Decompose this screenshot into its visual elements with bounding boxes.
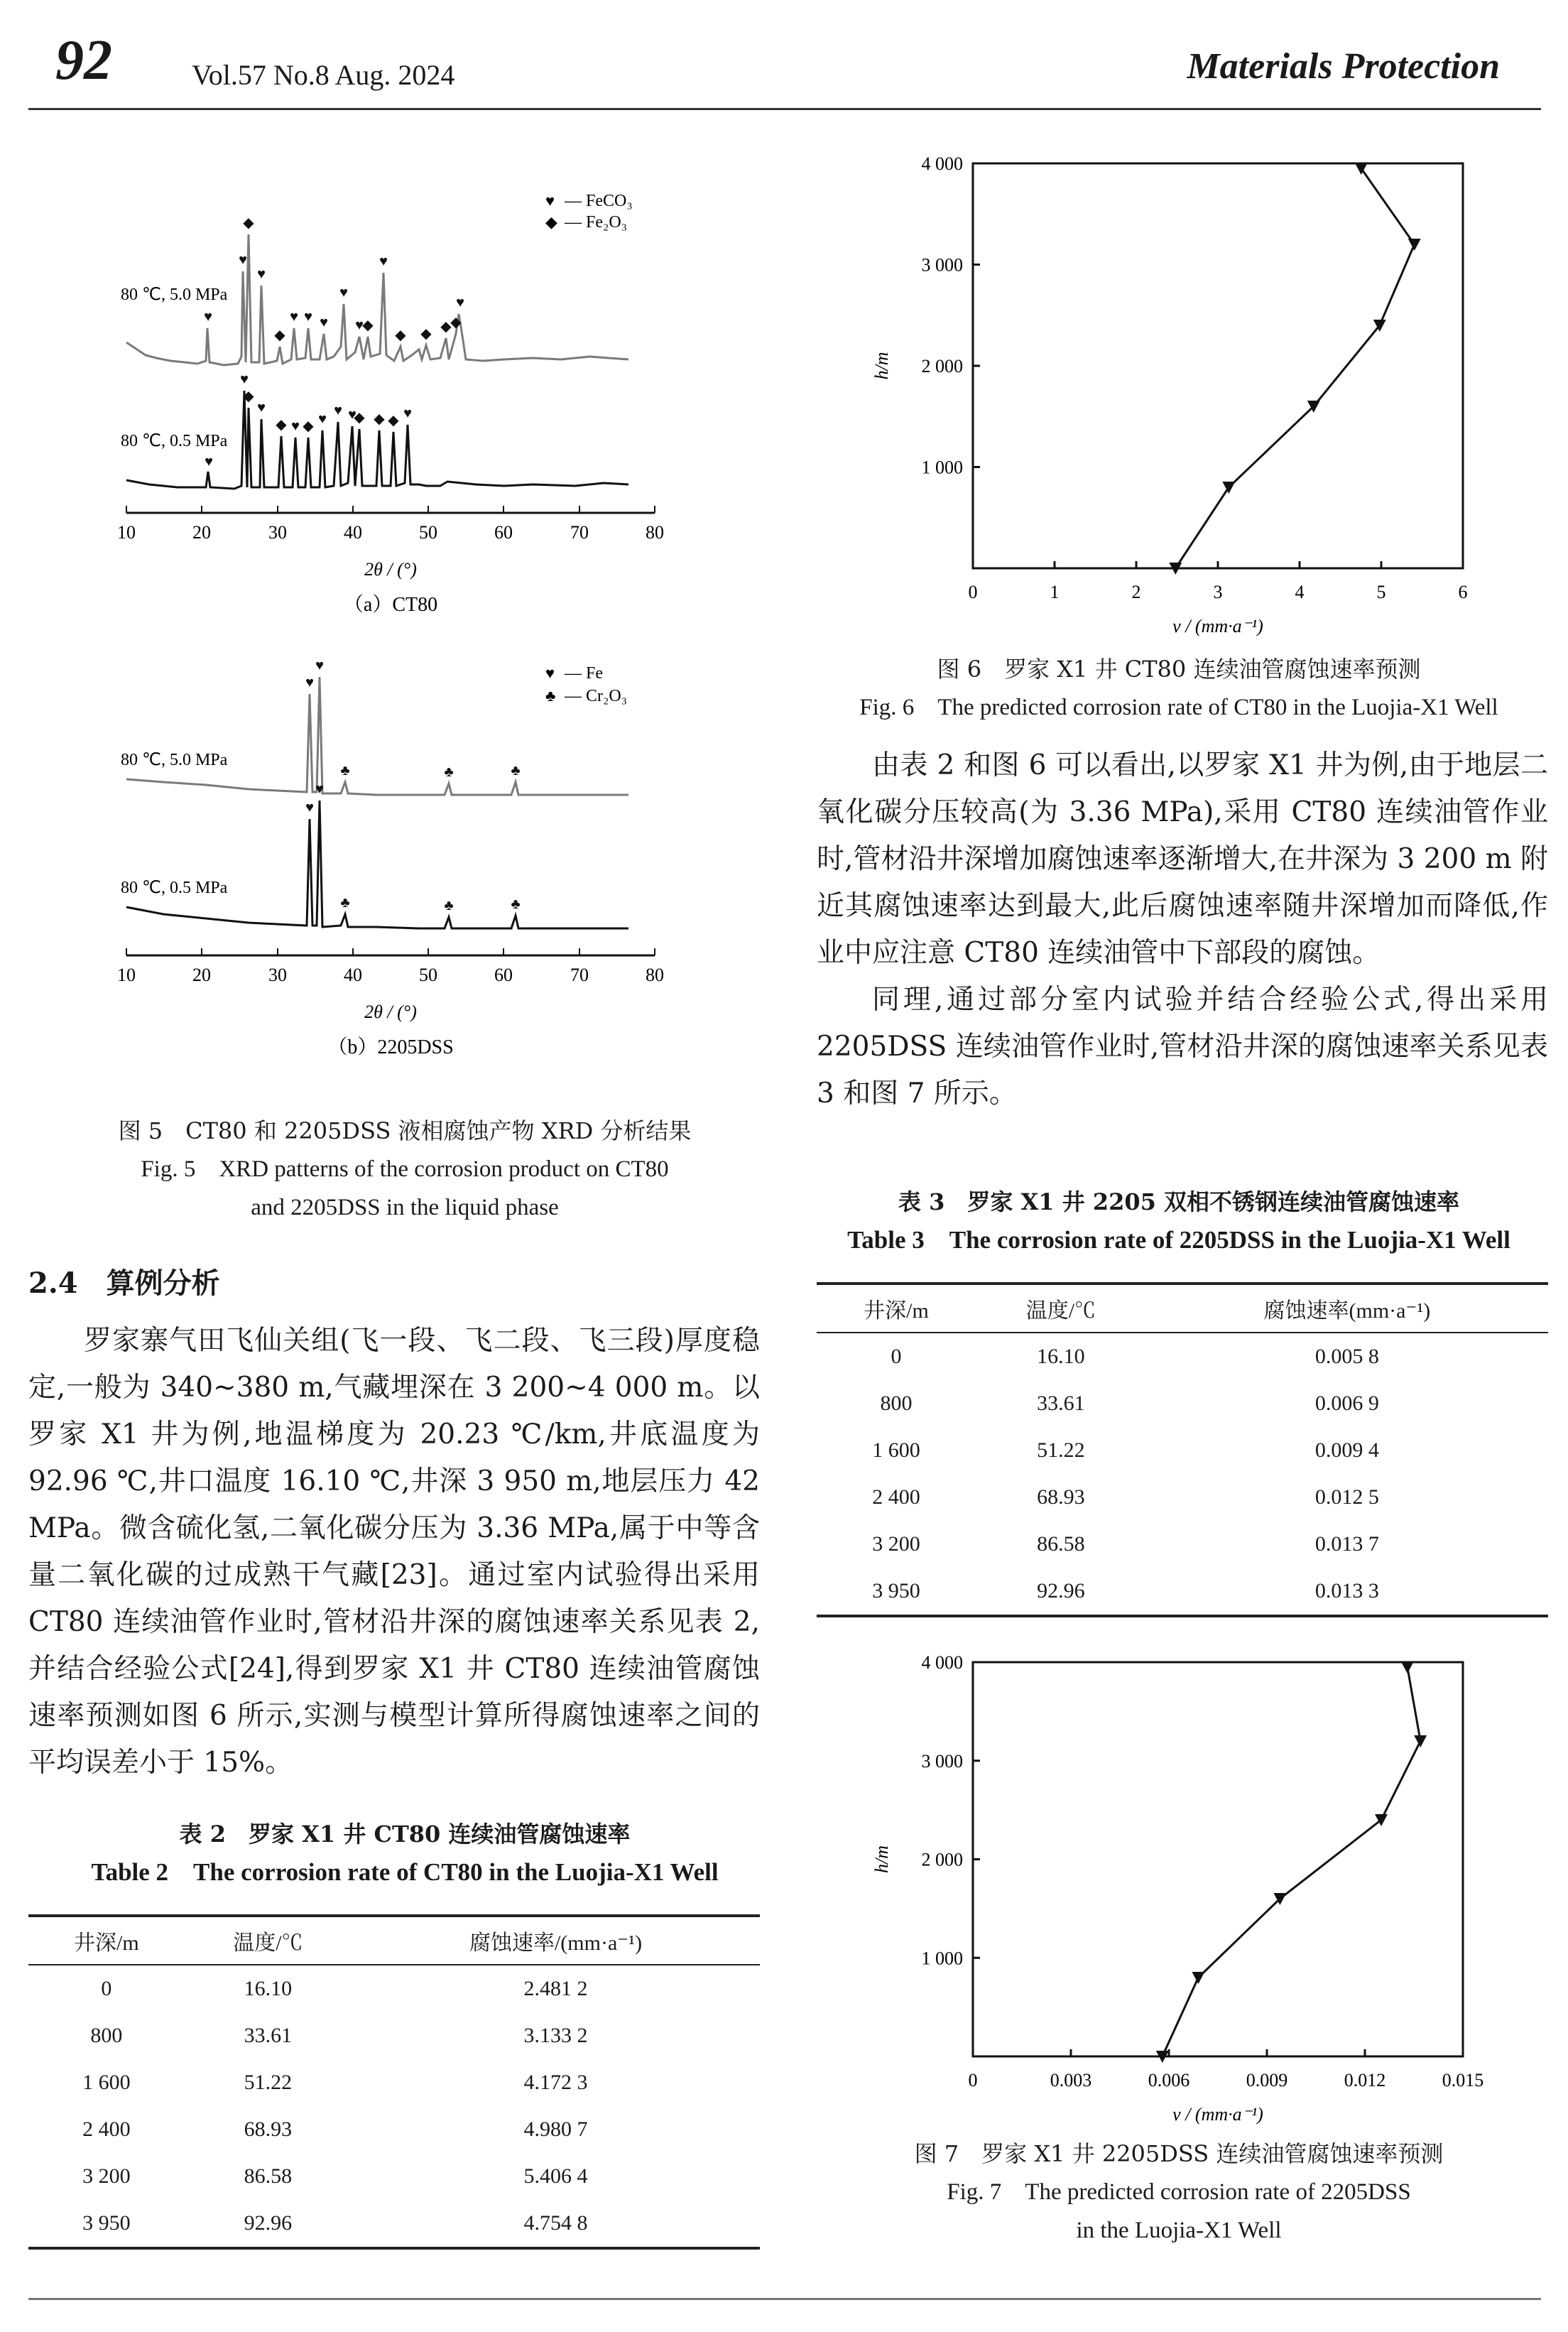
fig6-x-tick-label: 0	[968, 582, 978, 602]
svg-text:60: 60	[494, 965, 513, 985]
svg-text:◆: ◆	[374, 411, 385, 427]
figure7-markers	[1156, 1661, 1427, 2063]
xrd-2205-x-tick-labels	[117, 965, 664, 985]
trace-label-b-5mpa: 80 ℃, 5.0 MPa	[121, 751, 228, 769]
table2	[28, 1914, 760, 2250]
xrd-ct80-legend	[545, 192, 633, 232]
right-body	[817, 742, 1548, 1117]
svg-text:♥: ♥	[304, 309, 312, 325]
table-row: 800 33.61 3.133 2	[90, 2024, 588, 2047]
right-paragraph-1: 由表 2 和图 6 可以看出,以罗家 X1 井为例,由于地层二氧化碳分压较高(为 3.36 MPa),采用 CT80 连续油管作业时,管材沿井深增加腐蚀速率逐渐增大,在井深为 3 200 m 附近其腐蚀速率达到最大,此后腐蚀速率随井深增加而降低,作业中应注意 CT80 连续油管中下部段的腐蚀。	[817, 749, 1548, 969]
svg-text:♣: ♣	[444, 764, 454, 780]
fig7-y-tick-label: 3 000	[921, 1750, 963, 1772]
fig6-data-point	[1408, 239, 1421, 251]
fig6-x-tick-label: 1	[1050, 582, 1060, 602]
table-row: 2 400 68.93 4.980 7	[82, 2117, 588, 2141]
svg-text:♣: ♣	[511, 763, 521, 779]
fig7-x-tick-label: 0.006	[1148, 2070, 1190, 2090]
fig6-plot-frame	[973, 163, 1463, 568]
fig6-x-tick-label: 2	[1131, 582, 1141, 602]
fig7-x-tick-label: 0.003	[1050, 2070, 1092, 2090]
table3-header-row	[817, 1284, 1548, 1333]
svg-text:♥: ♥	[320, 315, 328, 330]
table-row: 3 950 92.96 0.013 3	[817, 1568, 1548, 1616]
figure7-chart	[817, 1634, 1527, 2131]
svg-text:10: 10	[117, 965, 136, 985]
figure5-caption	[28, 1112, 781, 1227]
table-row: 0 16.10 0.005 8	[891, 1345, 1379, 1368]
figure6-tick-labels	[922, 153, 1468, 602]
fig6-x-tick-label: 5	[1376, 582, 1386, 602]
table-row: 1 600 51.22 4.172 3	[82, 2071, 588, 2094]
xrd-2205-peak-markers	[305, 658, 521, 913]
trace-label-b-05mpa: 80 ℃, 0.5 MPa	[121, 879, 228, 897]
table-row: 3 200 86.58 0.013 7	[872, 1532, 1379, 1556]
svg-text:♣: ♣	[340, 895, 350, 911]
svg-text:♥: ♥	[318, 411, 327, 427]
svg-text:♥: ♥	[291, 418, 300, 434]
fig7-x-tick-label: 0.012	[1344, 2070, 1386, 2090]
svg-text:◆: ◆	[450, 315, 462, 330]
svg-text:70: 70	[570, 522, 589, 543]
svg-text:40: 40	[344, 522, 362, 543]
fig6-y-tick-label: 3 000	[921, 254, 963, 276]
table-row: 3 200 86.58 5.406 4	[82, 2164, 588, 2188]
journal-title: Materials Protection	[1187, 46, 1500, 87]
figure7-caption-en-2: in the Luojia-X1 Well	[1076, 2218, 1282, 2243]
trace-label-5mpa: 80 ℃, 5.0 MPa	[121, 286, 228, 304]
svg-text:♥: ♥	[257, 400, 266, 416]
svg-text:◆: ◆	[243, 389, 254, 404]
svg-text:♥: ♥	[315, 658, 324, 673]
fig7-data-point	[1192, 1972, 1204, 1984]
fig6-x-tick-label: 6	[1458, 582, 1468, 602]
figure6-chart	[817, 142, 1527, 653]
xrd-2205-legend	[545, 664, 627, 705]
xrd-ct80-xlabel: 2θ / (°)	[364, 559, 417, 580]
section-paragraph: 罗家寨气田飞仙关组(飞一段、飞二段、飞三段)厚度稳定,一般为 340~380 m,气藏埋深在 3 200~4 000 m。以罗家 X1 井为例,地温梯度为 20.23 ℃/km,井底温度为 92.96 ℃,井口温度 16.10 ℃,井深 3 950 m,地层压力 42 MPa。微含硫化氢,二氧化碳分压为 3.36 MPa,属于中等含量二氧化碳的过成熟干气藏[23]。通过室内试验得出采用 CT80 连续油管作业时,管材沿井深的腐蚀速率关系见表 2,并结合经验公式[24],得到罗家 X1 井 CT80 连续油管腐蚀速率预测如图 6 所示,实测与模型计算所得腐蚀速率之间的平均误差小于 15%。	[28, 1325, 760, 1779]
table3-col-temp: 温度/℃	[976, 1284, 1146, 1333]
table-row: 2 400 68.93 0.012 5	[872, 1485, 1379, 1509]
legend-symbol-heart-b: ♥	[545, 664, 555, 682]
fig7-plot-frame	[973, 1662, 1463, 2056]
svg-text:20: 20	[192, 965, 211, 985]
xrd-ct80-x-tick-labels	[117, 522, 664, 543]
fig7-data-point	[1414, 1735, 1427, 1747]
table-row: 3 950 92.96 4.754 8	[28, 2200, 760, 2248]
figure6-axes	[973, 163, 1463, 568]
figure6-markers	[1169, 163, 1420, 575]
figure6-xlabel: v / (mm·a⁻¹)	[1172, 616, 1263, 636]
figure6-ylabel: h/m	[871, 352, 892, 380]
figure5-caption-en-1: Fig. 5 XRD patterns of the corrosion product on CT80	[141, 1156, 669, 1182]
figure7-axes	[973, 1662, 1463, 2056]
svg-text:40: 40	[344, 965, 362, 985]
table3-col-depth: 井深/m	[817, 1284, 976, 1333]
svg-text:◆: ◆	[388, 413, 399, 428]
svg-text:10: 10	[117, 522, 136, 543]
legend-fe: — Fe	[565, 664, 603, 683]
table-row: 800 33.61 0.006 9	[880, 1392, 1379, 1415]
svg-text:♥: ♥	[334, 403, 342, 418]
table3-caption	[810, 1183, 1548, 1259]
svg-text:◆: ◆	[395, 327, 406, 343]
figure7-tick-labels	[922, 1652, 1484, 2090]
svg-text:◆: ◆	[362, 318, 374, 333]
svg-text:♥: ♥	[339, 285, 348, 300]
svg-text:◆: ◆	[274, 327, 285, 343]
fig7-y-tick-label: 4 000	[921, 1652, 963, 1673]
svg-text:60: 60	[494, 522, 513, 543]
svg-text:♥: ♥	[305, 800, 314, 815]
xrd-2205-xlabel: 2θ / (°)	[364, 1002, 417, 1022]
table2-col-depth: 井深/m	[28, 1916, 185, 1965]
figure7-ylabel: h/m	[871, 1845, 892, 1873]
table3	[817, 1282, 1548, 1617]
figure7-caption-cn: 图 7 罗家 X1 井 2205DSS 连续油管腐蚀速率预测	[914, 2140, 1444, 2167]
fig7-x-tick-label: 0.015	[1442, 2070, 1484, 2090]
table2-caption-en: Table 2 The corrosion rate of CT80 in the Luojia-X1 Well	[91, 1858, 719, 1886]
legend-symbol-heart: ♥	[545, 192, 555, 210]
svg-text:◆: ◆	[354, 410, 365, 425]
fig7-y-tick-label: 2 000	[921, 1849, 963, 1870]
svg-text:♥: ♥	[379, 254, 388, 269]
fig6-x-tick-label: 4	[1295, 582, 1305, 602]
svg-text:50: 50	[419, 965, 437, 985]
fig6-data-point	[1222, 482, 1235, 494]
figure6-caption-en: Fig. 6 The predicted corrosion rate of CT80 in the Luojia-X1 Well	[859, 695, 1498, 720]
fig6-y-tick-label: 1 000	[921, 457, 963, 478]
svg-text:◆: ◆	[440, 319, 452, 335]
table3-col-rate: 腐蚀速率(mm·a⁻¹)	[1146, 1284, 1548, 1333]
table3-caption-en: Table 3 The corrosion rate of 2205DSS in the Luojia-X1 Well	[847, 1226, 1510, 1254]
svg-text:♣: ♣	[340, 763, 350, 779]
fig7-x-tick-label: 0.009	[1246, 2070, 1288, 2090]
legend-symbol-diamond: ◆	[545, 213, 557, 231]
svg-text:♥: ♥	[239, 252, 247, 268]
svg-text:30: 30	[268, 522, 287, 543]
figure7-series-line	[1163, 1667, 1420, 2056]
figure7-caption	[810, 2135, 1548, 2250]
svg-text:50: 50	[419, 522, 437, 543]
panel-b-label: （b）2205DSS	[327, 1036, 454, 1058]
svg-text:♥: ♥	[456, 295, 464, 310]
figure5-caption-cn: 图 5 CT80 和 2205DSS 液相腐蚀产物 XRD 分析结果	[118, 1117, 692, 1144]
xrd-chart-2205dss	[107, 643, 689, 1097]
fig7-y-tick-label: 1 000	[921, 1948, 963, 1969]
figure5-caption-en-2: and 2205DSS in the liquid phase	[251, 1195, 559, 1220]
svg-text:♥: ♥	[257, 266, 266, 282]
volume-info: Vol.57 No.8 Aug. 2024	[192, 59, 455, 91]
table-row: 1 600 51.22 0.009 4	[872, 1438, 1379, 1462]
svg-text:80: 80	[646, 965, 664, 985]
svg-text:30: 30	[268, 965, 287, 985]
table3-caption-cn: 表 3 罗家 X1 井 2205 双相不锈钢连续油管腐蚀速率	[898, 1188, 1460, 1215]
header-rule	[28, 108, 1541, 110]
footer-rule	[28, 2298, 1541, 2300]
table-row: 0 16.10 2.481 2	[101, 1977, 588, 2000]
svg-text:♥: ♥	[240, 372, 249, 387]
svg-text:♥: ♥	[305, 675, 314, 690]
svg-text:♥: ♥	[205, 454, 213, 470]
svg-text:80: 80	[646, 522, 664, 543]
svg-text:◆: ◆	[276, 417, 287, 433]
table2-caption	[28, 1815, 781, 1892]
table2-col-rate: 腐蚀速率/(mm·a⁻¹)	[352, 1916, 760, 1965]
svg-text:♥: ♥	[355, 318, 364, 333]
fig6-x-tick-label: 3	[1213, 582, 1223, 602]
section-heading: 2.4 算例分析	[28, 1267, 220, 1300]
fig7-data-point	[1401, 1661, 1414, 1674]
legend-feco3: — FeCO₃	[565, 192, 633, 210]
svg-text:♣: ♣	[444, 898, 454, 913]
svg-text:◆: ◆	[303, 418, 314, 434]
legend-cr2o3: — Cr₂O₃	[565, 687, 628, 705]
fig6-y-tick-label: 4 000	[921, 153, 963, 174]
svg-text:◆: ◆	[243, 215, 254, 231]
figure7-caption-en-1: Fig. 7 The predicted corrosion rate of 2205DSS	[947, 2179, 1411, 2205]
svg-text:♥: ♥	[403, 406, 412, 421]
table2-col-temp: 温度/℃	[185, 1916, 352, 1965]
xrd-trace-2205-05mpa	[126, 801, 628, 928]
fig7-x-tick-label: 0	[968, 2070, 978, 2090]
svg-text:♣: ♣	[511, 896, 521, 912]
panel-a-label: （a）CT80	[343, 594, 438, 616]
svg-text:♥: ♥	[204, 309, 212, 325]
svg-text:◆: ◆	[420, 326, 432, 342]
right-paragraph-2: 同理,通过部分室内试验并结合经验公式,得出采用 2205DSS 连续油管作业时,管材沿井深的腐蚀速率关系见表 3 和图 7 所示。	[817, 984, 1548, 1110]
svg-text:♥: ♥	[315, 781, 324, 797]
legend-symbol-club: ♣	[545, 687, 556, 705]
xrd-chart-ct80	[107, 149, 689, 639]
svg-text:70: 70	[570, 965, 589, 985]
figure6-caption	[810, 650, 1548, 727]
section-body	[28, 1318, 760, 1786]
figure7-xlabel: v / (mm·a⁻¹)	[1172, 2104, 1263, 2125]
svg-text:♥: ♥	[348, 407, 356, 423]
trace-label-05mpa: 80 ℃, 0.5 MPa	[121, 432, 228, 450]
svg-text:20: 20	[192, 522, 211, 543]
table2-caption-cn: 表 2 罗家 X1 井 CT80 连续油管腐蚀速率	[179, 1821, 631, 1848]
figure6-caption-cn: 图 6 罗家 X1 井 CT80 连续油管腐蚀速率预测	[937, 656, 1421, 683]
svg-text:♥: ♥	[290, 309, 298, 325]
table2-header-row	[28, 1916, 760, 1965]
fig6-y-tick-label: 2 000	[921, 356, 963, 376]
figure6-series-line	[1175, 168, 1414, 568]
legend-fe2o3: — Fe₂O₃	[565, 213, 628, 232]
page-number: 92	[55, 29, 112, 92]
